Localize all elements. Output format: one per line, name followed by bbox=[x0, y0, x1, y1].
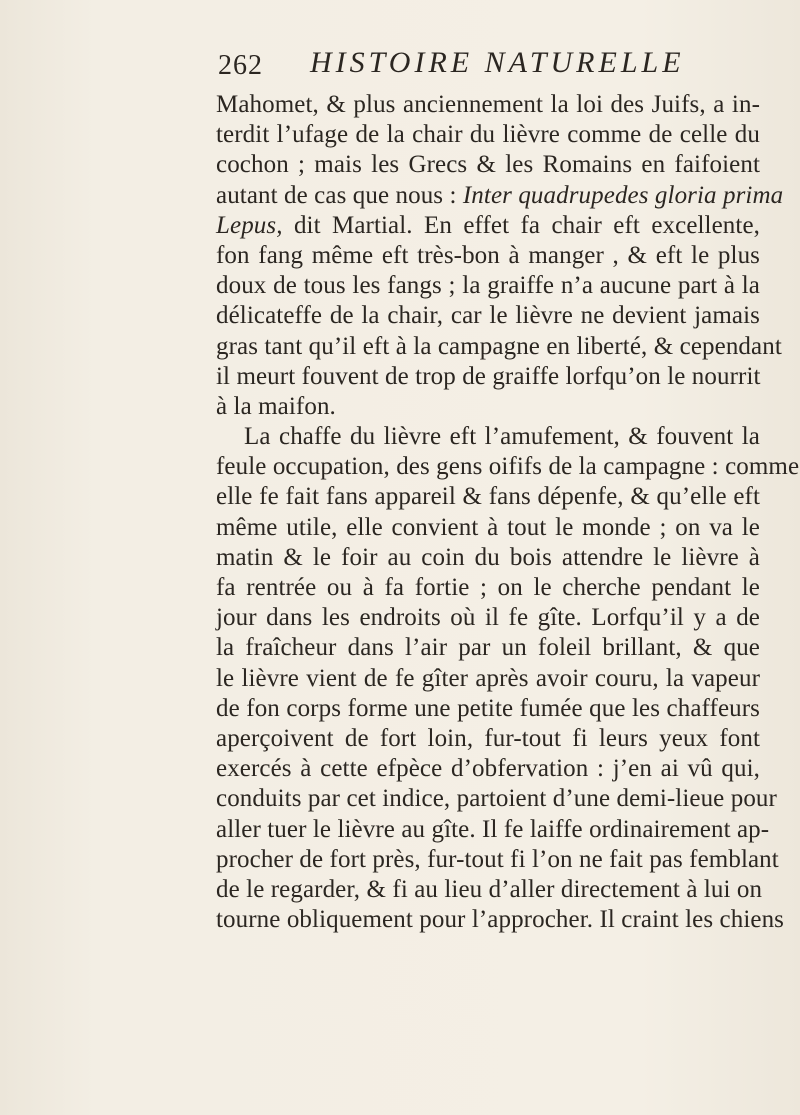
text-line: exercés à cette efpèce d’obfervation : j’en ai vû qui, bbox=[216, 755, 760, 783]
text-line: elle fe fait fans appareil & fans dépenfe, & qu’elle eft bbox=[216, 483, 760, 511]
text-line bbox=[216, 211, 760, 241]
text-span: dit Martial. En effet fa chair eft excellente, bbox=[282, 211, 760, 239]
page-header bbox=[218, 46, 685, 90]
text-line: le lièvre vient de fe gîter après avoir couru, la vapeur bbox=[216, 664, 760, 692]
text-line: il meurt fouvent de trop de graiffe lorfqu’on le nourrit bbox=[216, 362, 761, 390]
text-line: fon fang même eft très-bon à manger , & eft le plus bbox=[216, 241, 760, 269]
text-line: cochon ; mais les Grecs & les Romains en faifoient bbox=[216, 151, 760, 179]
text-line: jour dans les endroits où il fe gîte. Lorfqu’il y a de bbox=[216, 604, 760, 632]
text-line: de fon corps forme une petite fumée que les chaffeurs bbox=[216, 694, 760, 722]
page-number: 262 bbox=[218, 50, 263, 81]
text-line: terdit l’ufage de la chair du lièvre comme de celle du bbox=[216, 121, 760, 149]
text-line: à la maifon. bbox=[216, 392, 336, 420]
text-line: Mahomet, & plus anciennement la loi des Juifs, a in- bbox=[216, 91, 760, 118]
paragraph-start: La chaffe du lièvre eft l’amufement, & fouvent la bbox=[244, 423, 760, 451]
text-line: fa rentrée ou à fa fortie ; on le cherche pendant le bbox=[216, 574, 760, 601]
text-line: aller tuer le lièvre au gîte. Il fe laiffe ordinairement ap- bbox=[216, 815, 770, 843]
text-line bbox=[216, 181, 784, 211]
text-line: feule occupation, des gens oififs de la campagne : comme bbox=[216, 453, 800, 481]
latin-quote-end: Lepus, bbox=[216, 211, 283, 239]
text-line: procher de fort près, fur-tout fi l’on ne fait pas femblant bbox=[216, 845, 779, 873]
latin-quote: Inter quadrupedes gloria prima bbox=[462, 181, 784, 209]
text-line: même utile, elle convient à tout le monde ; on va le bbox=[216, 513, 760, 541]
text-line: conduits par cet indice, partoient d’une demi-lieue pour bbox=[216, 785, 777, 813]
text-line: tourne obliquement pour l’approcher. Il craint les chiens bbox=[216, 906, 785, 934]
text-line: la fraîcheur dans l’air par un foleil brillant, & que bbox=[216, 634, 760, 662]
text-span: autant de cas que nous : bbox=[216, 181, 463, 209]
running-title: HISTOIRE NATURELLE bbox=[310, 46, 685, 79]
text-line: gras tant qu’il eft à la campagne en liberté, & cependant bbox=[216, 332, 782, 360]
body-text bbox=[216, 90, 800, 935]
text-line: de le regarder, & fi au lieu d’aller directement à lui on bbox=[216, 875, 763, 903]
text-line: aperçoivent de fort loin, fur-tout fi leurs yeux font bbox=[216, 724, 760, 752]
text-line: matin & le foir au coin du bois attendre le lièvre à bbox=[216, 543, 760, 571]
text-line: doux de tous les fangs ; la graiffe n’a aucune part à la bbox=[216, 272, 760, 300]
text-line: délicateffe de la chair, car le lièvre ne devient jamais bbox=[216, 302, 760, 330]
